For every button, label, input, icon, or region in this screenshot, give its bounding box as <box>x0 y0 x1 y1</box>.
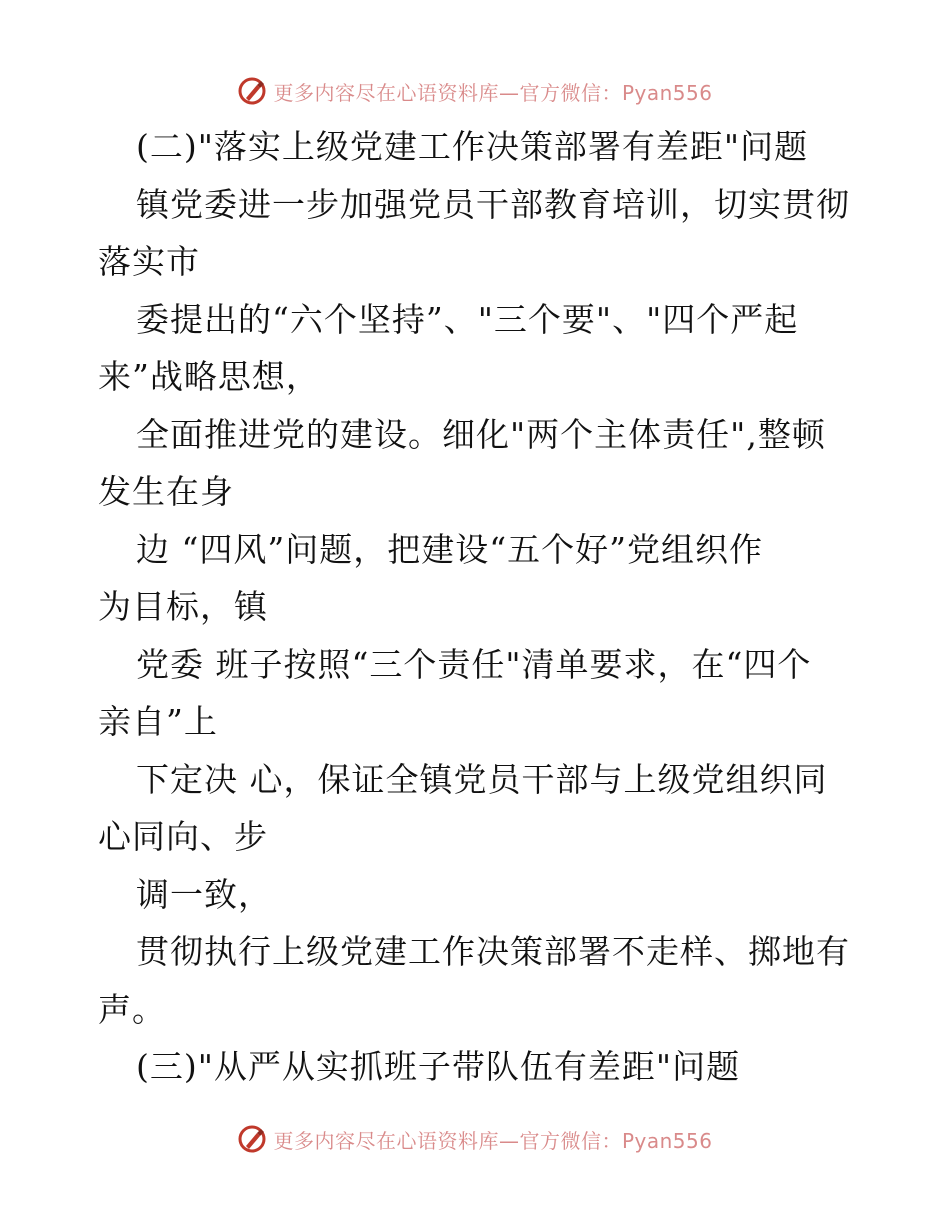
text-line: 声。 <box>98 989 166 1029</box>
text-line: 贯彻执行上级党建工作决策部署不走样、掷地有 <box>136 932 850 971</box>
text-line: 来”战略思想， <box>98 357 320 396</box>
text-line: 镇党委进一步加强党员干部教育培训，切实贯彻 <box>136 184 850 224</box>
watermark-footer <box>0 1124 950 1154</box>
text-line: 调一致， <box>136 874 272 914</box>
text-line: 心同向、步 <box>98 817 268 856</box>
text-line: 委提出的“六个坚持”、"三个要"、"四个严起 <box>136 299 799 339</box>
document-body <box>98 118 858 1096</box>
pen-logo-icon <box>237 76 267 106</box>
watermark-header <box>0 76 950 106</box>
watermark-text: 更多内容尽在心语资料库—官方微信：Pyan556 <box>273 1128 713 1153</box>
watermark-text: 更多内容尽在心语资料库—官方微信：Pyan556 <box>273 80 713 105</box>
text-line: 边 “四风”问题，把建设“五个好”党组织作 <box>136 529 763 569</box>
text-line: 亲自”上 <box>98 702 218 741</box>
pen-logo-icon <box>237 1124 267 1154</box>
text-line: 全面推进党的建设。细化"两个主体责任",整顿 <box>136 414 826 454</box>
text-line: 党委 班子按照“三个责任"清单要求，在“四个 <box>136 644 812 684</box>
text-line: 为目标，镇 <box>98 587 268 626</box>
section-heading: (三)"从严从实抓班子带队伍有差距"问题 <box>136 1047 741 1086</box>
text-line: 发生在身 <box>98 472 234 511</box>
text-line: 落实市 <box>98 242 200 281</box>
section-heading: (二)"落实上级党建工作决策部署有差距"问题 <box>136 127 809 166</box>
text-line: 下定决 心，保证全镇党员干部与上级党组织同 <box>136 759 828 799</box>
